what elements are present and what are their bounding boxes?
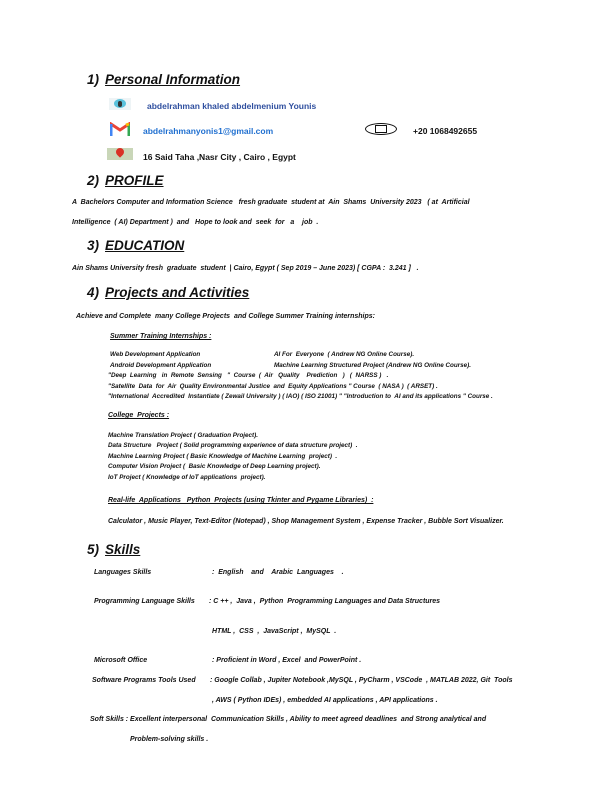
profile-text: Intelligence ( AI) Department ) and Hope to look and seek for a job .	[72, 219, 319, 226]
section-heading-skills	[87, 542, 140, 558]
contact-email[interactable]: abdelrahmanyonis1@gmail.com	[143, 126, 274, 136]
internship-left: Android Development Application	[110, 362, 212, 369]
section-heading-education	[87, 238, 184, 254]
skill-value: : C ++ , Java , Python Programming Languages and Data Structures	[209, 598, 441, 605]
section-heading-personal	[87, 72, 240, 88]
education-text: Ain Shams University fresh graduate student | Cairo, Egypt ( Sep 2019 – June 2023) [ CGPA : 3.241 ] .	[72, 265, 419, 272]
college-project-item: IoT Project ( Knowledge of IoT applications project).	[108, 474, 266, 481]
skill-label: Software Programs Tools Used	[92, 677, 196, 684]
section-heading-profile	[87, 173, 164, 189]
internships-title: Summer Training Internships :	[110, 333, 212, 340]
section-number: 3)	[87, 238, 100, 253]
gmail-icon	[110, 122, 130, 136]
course-item: "Satellite Data for Air Quality Environmental Justice and Equity Applications " Course ( NASA ) ( ARSET) .	[108, 383, 438, 390]
college-project-item: Machine Learning Project ( Basic Knowledge of Machine Learning project) .	[108, 453, 338, 460]
section-title: EDUCATION	[105, 238, 185, 253]
skill-value: : English and Arabic Languages .	[212, 569, 344, 576]
skill-label: Microsoft Office	[94, 657, 148, 664]
section-title: Skills	[105, 542, 141, 557]
contact-address: 16 Said Taha ,Nasr City , Cairo , Egypt	[143, 152, 296, 162]
college-project-item: Machine Translation Project ( Graduation Project).	[108, 432, 258, 439]
person-icon	[109, 98, 131, 110]
section-number: 1)	[87, 72, 100, 87]
internship-left: Web Development Application	[110, 351, 201, 358]
section-number: 2)	[87, 173, 100, 188]
course-item: "International Accredited Instantiate ( Zewail University ) ( IAO) ( ISO 21001) " "Introduction to AI and its applications " Course .	[108, 393, 493, 400]
contact-name: abdelrahman khaled abdelmenium Younis	[147, 101, 317, 111]
location-icon	[107, 148, 133, 160]
python-projects-title: Real-life Applications Python Projects (using Tkinter and Pygame Libraries) :	[108, 497, 374, 504]
contact-phone: +20 1068492655	[413, 126, 478, 136]
section-title: Personal Information	[105, 72, 241, 87]
section-heading-projects	[87, 285, 249, 301]
college-projects-title: College Projects :	[108, 412, 170, 419]
college-project-item: Data Structure Project ( Solid programming experience of data structure project) .	[108, 442, 358, 449]
soft-skills: Problem-solving skills .	[130, 736, 209, 743]
profile-text: A Bachelors Computer and Information Science fresh graduate student at Ain Shams University 2023 ( at Artificial	[72, 199, 470, 206]
skill-value: , AWS ( Python IDEs) , embedded AI applications , API applications .	[212, 697, 438, 704]
college-project-item: Computer Vision Project ( Basic Knowledge of Deep Learning project).	[108, 463, 321, 470]
phone-icon	[365, 123, 397, 135]
section-number: 5)	[87, 542, 100, 557]
internship-right: Machine Learning Structured Project (Andrew NG Online Course).	[274, 362, 471, 369]
python-projects-list: Calculator , Music Player, Text-Editor (Notepad) , Shop Management System , Expense Tracker , Bubble Sort Visualizer.	[108, 518, 504, 525]
course-item: "Deep Learning in Remote Sensing " Course ( Air Quality Prediction ) ( NARSS ) .	[108, 372, 389, 379]
skill-value: : Proficient in Word , Excel and PowerPoint .	[212, 657, 362, 664]
section-number: 4)	[87, 285, 100, 300]
section-title: PROFILE	[105, 173, 164, 188]
skill-label: Languages Skills	[94, 569, 152, 576]
internship-right: AI For Everyone ( Andrew NG Online Course).	[274, 351, 415, 358]
skill-value: HTML , CSS , JavaScript , MySQL .	[212, 628, 337, 635]
skill-label: Programming Language Skills	[94, 598, 195, 605]
projects-intro: Achieve and Complete many College Projects and College Summer Training internships:	[76, 313, 375, 320]
soft-skills: Soft Skills : Excellent interpersonal Communication Skills , Ability to meet agreed deadlines and Strong analytical and	[90, 716, 487, 723]
section-title: Projects and Activities	[105, 285, 250, 300]
skill-value: : Google Collab , Jupiter Notebook ,MySQL , PyCharm , VSCode , MATLAB 2022, Git Tools	[210, 677, 513, 684]
